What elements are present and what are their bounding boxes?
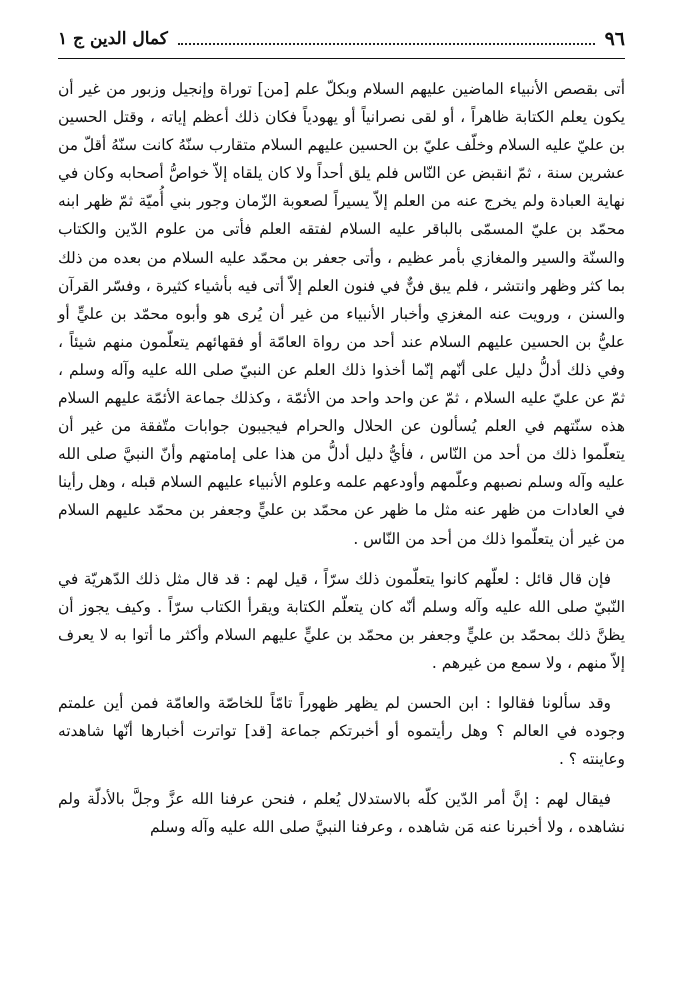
page-number: ٩٦ [604,28,625,50]
body-text [58,75,625,841]
paragraph-3: وقد سألونا فقالوا : ابن الحسن لم يظهر ظهوراً تامّاً للخاصّة والعامّة فمن أين علمتم وجوده في العالم ؟ وهل رأيتموه أو أخبرتكم جماعة [قد] تواترت أخبارها أنّها شاهدته وعاينته ؟ . [58,693,625,769]
paragraph-4: فيقال لهم : إنَّ أمر الدّين كلّه بالاستدلال يُعلم ، فنحن عرفنا الله عزَّ وجلَّ بالأدلّة ولم نشاهده ، ولا أخبرنا عنه مَن شاهده ، وعرفنا النبيَّ صلى الله عليه وآله وسلم [58,790,625,837]
header-dot-leader [178,33,595,45]
paragraph-2: فإن قال قائل : لعلّهم كانوا يتعلّمون ذلك سرّاً ، قيل لهم : قد قال مثل ذلك الدّهريّة في النّبيّ صلى الله عليه وآله وسلم أنّه كان يتعلّم الكتابة ويقرأ الكتاب سرّاً . وكيف يجوز أن يظنَّ ذلك بمحمّد بن عليٍّ وجعفر بن محمّد بن عليٍّ عليهم السلام وأكثر ما أتوا به لا يعرف إلاّ منهم ، ولا سمع من غيرهم . [58,569,625,672]
running-header [58,22,625,59]
book-title: كمال الدين ج ١ [58,29,168,49]
paragraph-1: أتى بقصص الأنبياء الماضين عليهم السلام وبكلّ علم [من] توراة وإنجيل وزبور من غير أن يكون يعلم الكتابة ظاهراً ، أو لقى نصرانياً أو يهودياً فكان ذلك أعظم إياته ، وقتل الحسين بن عليّ عليه السلام وخلّف عليّ بن الحسين عليهم السلام متقارب سنّهُ كانت سنّهُ أقلّ من عشرين سنة ، ثمّ انقبض عن النّاس فلم يلق أحداً ولا كان يلقاه إلاّ خواصُّ أصحابه وكان في نهاية العبادة ولم يخرج عنه من العلم إلاّ يسيراً لصعوبة الزّمان وجور بني أُميّة ثمّ ظهر ابنه محمّد بن عليّ المسمّى بالباقر عليه السلام لفتقه العلم فأتى من علوم الدّين والكتاب والسنّة والسير والمغازي بأمر عظيم ، وأتى جعفر بن محمّد عليه السلام من بعده من ذلك بما كثر وظهر وانتشر ، فلم يبق فنٌّ في فنون العلم إلاّ أتى فيه بأشياء كثيرة ، وفسّر القرآن والسنن ، ورويت عنه المغزي وأخبار الأنبياء من غير أن يُرى هو وأبوه محمّد بن عليٍّ أو عليُّ بن الحسين عليهم السلام عند أحد من رواة العامّة أو فقهائهم يتعلّمون منهم شيئاً ، وفي ذلك أدلُّ دليل على أنّهم إنّما أخذوا ذلك العلم عن النبيّ صلى الله عليه وآله وسلم ، ثمّ عن عليّ عليه السلام ، ثمّ عن واحد واحد من الأئمّة ، وكذلك جماعة الأئمّة عليهم السلام هذه سنّتهم في العلم يُسألون عن الحلال والحرام فيجيبون جوابات متّفقة من غير أن يتعلّموا ذلك من أحد من النّاس ، فأيُّ دليل أدلُّ من هذا على إمامتهم وأنّ النبيَّ صلى الله عليه وآله وسلم نصبهم وعلّمهم وأودعهم علمه وعلوم الأنبياء عليهم السلام قبله ، وهل رأينا في العادات من ظهر عنه مثل ما ظهر عن محمّد بن عليٍّ وجعفر بن محمّد عليهم السلام من غير أن يتعلّموا ذلك من أحد من النّاس . [58,80,625,548]
